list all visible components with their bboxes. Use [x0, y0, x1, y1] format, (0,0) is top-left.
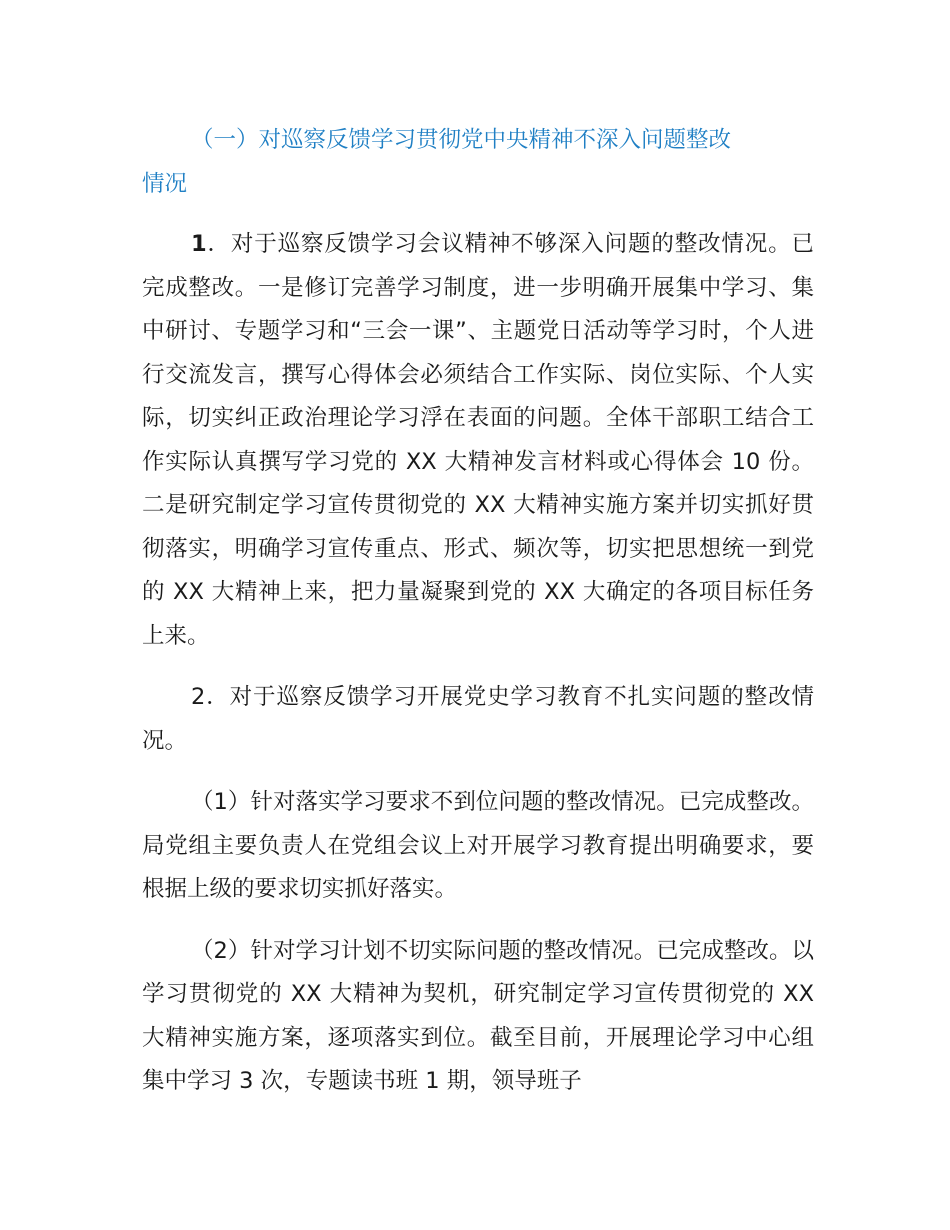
item-1-number: 1: [191, 231, 207, 257]
heading-line-1: （一）对巡察反馈学习贯彻党中央精神不深入问题整改: [191, 127, 732, 153]
section-heading: [142, 118, 814, 206]
paragraph-sub-item-1: [142, 781, 814, 912]
sub-item-2-text: （2）针对学习计划不切实际问题的整改情况。已完成整改。以学习贯彻党的 XX 大精神为契机，研究制定学习宣传贯彻党的 XX 大精神实施方案，逐项落实到位。截至目前，开展理论学习中心组集中学习 3 次，专题读书班 1 期，领导班子: [142, 937, 814, 1094]
paragraph-item-2: [142, 676, 814, 763]
sub-item-1-text: （1）针对落实学习要求不到位问题的整改情况。已完成整改。局党组主要负责人在党组会议上对开展学习教育提出明确要求，要根据上级的要求切实抓好落实。: [142, 789, 814, 902]
item-1-text: ．对于巡察反馈学习会议精神不够深入问题的整改情况。已完成整改。一是修订完善学习制度，进一步明确开展集中学习、集中研讨、专题学习和“三会一课”、主题党日活动等学习时，个人进行交流发言，撰写心得体会必须结合工作实际、岗位实际、个人实际，切实纠正政治理论学习浮在表面的问题。全体干部职工结合工作实际认真撰写学习党的 XX 大精神发言材料或心得体会 10 份。二是研究制定学习宣传贯彻党的 XX 大精神实施方案并切实抓好贯彻落实，明确学习宣传重点、形式、频次等，切实把思想统一到党的 XX 大精神上来，把力量凝聚到党的 XX 大确定的各项目标任务上来。: [142, 231, 814, 649]
item-2-text: 2．对于巡察反馈学习开展党史学习教育不扎实问题的整改情况。: [142, 684, 814, 754]
paragraph-item-1: [142, 223, 814, 658]
paragraph-sub-item-2: [142, 930, 814, 1104]
document-page: [142, 118, 814, 1122]
heading-line-2: 情况: [142, 171, 188, 197]
